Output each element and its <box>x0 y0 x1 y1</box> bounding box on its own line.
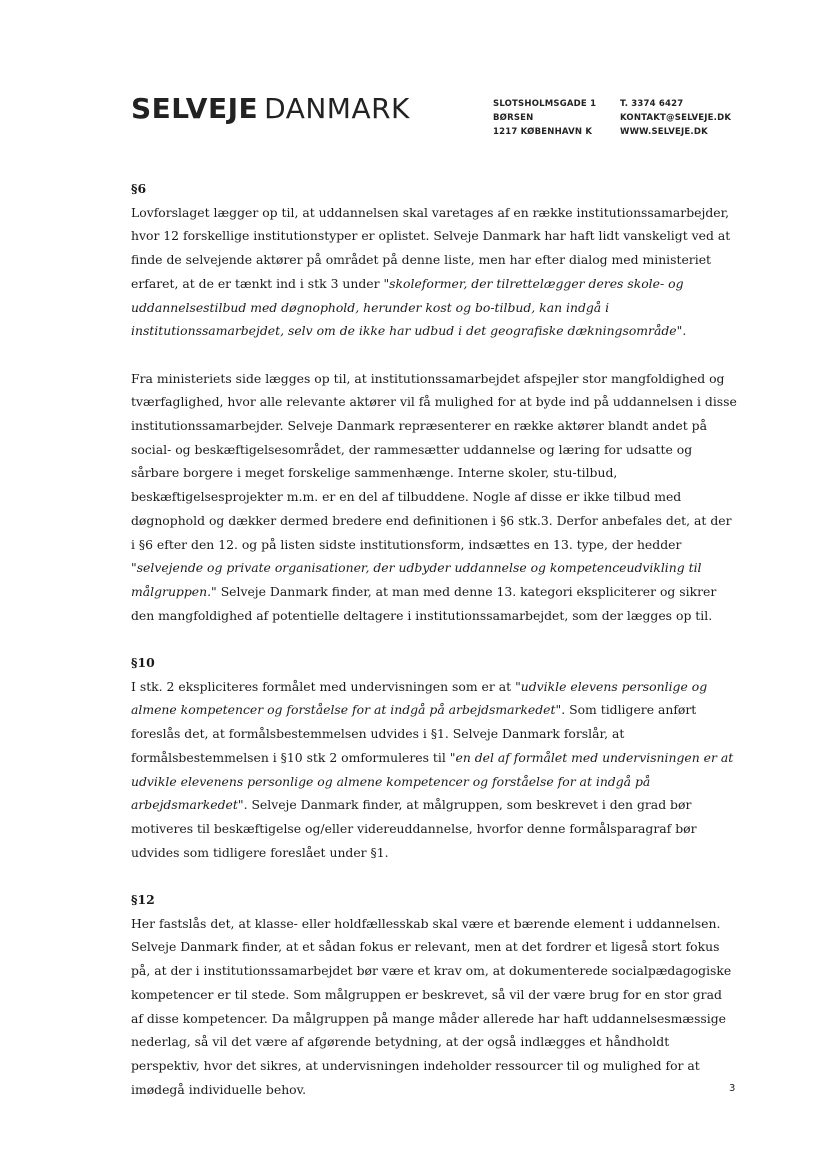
quoted-text: "selvejende og private organisationer, der udbyder uddannelse og kompetenceudvikling til målgruppen." <box>131 560 702 599</box>
contact-email: KONTAKT@SELVEJE.DK <box>620 113 732 123</box>
paragraph-text: Selveje Danmark finder, at man med denne 13. kategori ekspliciterer og sikrer den mangfoldighed af potentielle deltagere i institutionssamarbejdet, som der lægges op til. <box>131 583 717 623</box>
section-heading: §6 <box>131 181 147 196</box>
contact-block <box>620 97 731 139</box>
document-body <box>131 177 737 1101</box>
address-street: SLOTSHOLMSGADE 1 <box>493 99 597 109</box>
address-city: 1217 KØBENHAVN K <box>493 127 593 137</box>
body-paragraph <box>131 912 737 1102</box>
letterhead <box>0 0 827 140</box>
contact-website: WWW.SELVEJE.DK <box>620 127 708 137</box>
quoted-text: "skoleformer, der tilrettelægger deres skole- og uddannelsestilbud med døgnophold, herunder kost og bo-tilbud, kan indgå i institutionssamarbejdet, selv om de ikke har udbud i det geografiske dækningsområde <box>131 275 684 339</box>
section-heading: §10 <box>131 655 155 671</box>
section-spacer <box>131 864 737 888</box>
contact-phone: T. 3374 6427 <box>620 99 684 109</box>
logo-word-selveje: SELVEJE <box>131 92 259 125</box>
page-number: 3 <box>729 1083 736 1094</box>
paragraph-text: . Som tidligere anført foreslås det, at formålsbestemmelsen udvides i §1. Selveje Danmark forslår, at formålsbestemmelsen i §10 stk 2 omformuleres til <box>131 702 697 765</box>
paragraph-text: ". <box>676 323 687 339</box>
paragraph-text: Fra ministeriets side lægges op til, at institutionssamarbejdet afspejler stor mangfoldighed og tværfaglighed, hvor alle relevante aktører vil få mulighed for at byde ind på uddannelsen i disse institutionssamarbejder. Selveje Danmark repræsenterer en række aktører blandt andet på social- og beskæftigelsesområdet, der rammesætter uddannelse og læring for udsatte og sårbare borgere i meget forskelige sammenhænge. Interne skoler, stu-tilbud, beskæftigelsesprojekter m.m. er en del af tilbuddene. Nogle af disse er ikke tilbud med døgnophold og dækker dermed bredere end definitionen i §6 stk.3. Derfor anbefales det, at der i §6 efter den 12. og på listen sidste institutionsform, indsættes en 13. type, der hedder <box>131 370 737 552</box>
address-block <box>493 97 596 139</box>
section-spacer <box>131 627 737 651</box>
section-heading: §12 <box>131 892 155 908</box>
body-paragraph <box>131 367 737 628</box>
body-paragraph <box>131 201 737 343</box>
logo-word-danmark: DANMARK <box>264 92 410 125</box>
paragraph-text: I stk. 2 ekspliciteres formålet med undervisningen som er at <box>131 678 516 694</box>
selveje-danmark-logo <box>131 92 410 126</box>
paragraph-spacer <box>131 343 737 367</box>
paragraph-text: . Selveje Danmark finder, at målgruppen, som beskrevet i den grad bør motiveres til beskæftigelse og/eller videreuddannelse, hvorfor denne formålsparagraf bør udvides som tidligere foreslået under §1. <box>131 797 697 860</box>
paragraph-text: Lovforslaget lægger op til, at uddannelsen skal varetages af en række institutionssamarbejder, hvor 12 forskellige institutionstyper er oplistet. Selveje Danmark har haft lidt vanskeligt ved at finde de selvejende aktører på området på denne liste, men har efter dialog med ministeriet erfaret, at de er tænkt ind i stk 3 under <box>131 204 731 291</box>
paragraph-text: Her fastslås det, at klasse- eller holdfællesskab skal være et bærende element i uddannelsen. Selveje Danmark finder, at et sådan fokus er relevant, men at det fordrer et ligeså stort fokus på, at der i institutionssamarbejdet bør være et krav om, at dokumenterede socialpædagogiske kompetencer er til stede. Som målgruppen er beskrevet, så vil der være brug for en stor grad af disse kompetencer. Da målgruppen på mange måder allerede har haft uddannelsesmæssige nederlag, så vil det være af afgørende betydning, at der også indlægges et håndholdt perspektiv, hvor det sikres, at undervisningen indeholder ressourcer til og mulighed for at imødegå individuelle behov. <box>131 915 732 1097</box>
address-building: BØRSEN <box>493 113 534 123</box>
quoted-text: "en del af formålet med undervisningen er at udvikle elevenens personlige og almene kompetencer og forståelse for at indgå på arbejdsmarkedet" <box>131 749 734 813</box>
body-paragraph <box>131 675 737 865</box>
quoted-text: "udvikle elevens personlige og almene kompetencer og forståelse for at indgå på arbejdsmarkedet" <box>131 678 708 718</box>
